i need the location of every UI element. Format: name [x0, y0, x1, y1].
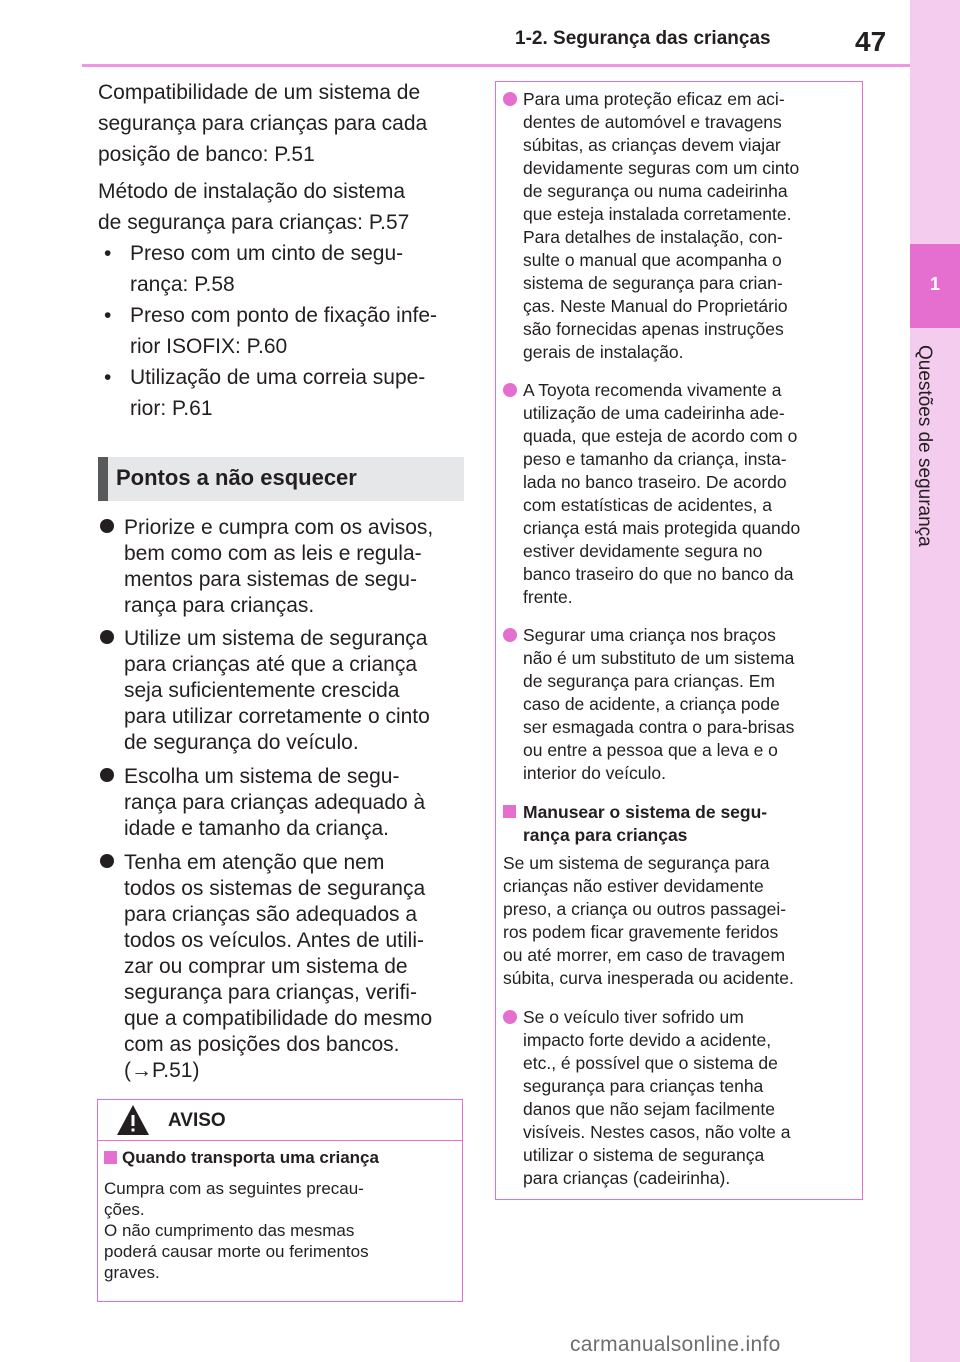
- text-line: ros podem ficar gravemente feridos: [503, 922, 779, 942]
- text-line: segurança para crianças para cada: [98, 112, 428, 135]
- text-line: gerais de instalação.: [523, 342, 684, 362]
- text-line: rança: P.58: [130, 273, 235, 296]
- method-item-seatbelt: [104, 238, 474, 300]
- text-line: ções.: [104, 1200, 145, 1219]
- text-line: posição de banco: P.51: [98, 143, 315, 166]
- running-header-section: 1-2. Segurança das crianças: [515, 28, 771, 49]
- text-line: Segurar uma criança nos braços: [523, 625, 776, 645]
- bullet-dot: [100, 519, 114, 533]
- text-line: Compatibilidade de um sistema de: [98, 81, 421, 104]
- text-line: idade e tamanho da criança.: [124, 817, 390, 840]
- bullet-dot: [100, 768, 114, 782]
- text-line: Priorize e cumpra com os avisos,: [124, 516, 434, 539]
- info-item: [503, 379, 855, 609]
- square-bullet-icon: [503, 805, 516, 818]
- side-tab-bar: [910, 0, 960, 1362]
- text-line: para utilizar corretamente o cinto: [124, 705, 430, 728]
- bullet-dot: •: [104, 304, 112, 327]
- text-line: são fornecidas apenas instruções: [523, 319, 784, 339]
- text-line: de segurança para crianças. Em: [523, 671, 775, 691]
- text-line: banco traseiro do que no banco da: [523, 564, 794, 584]
- text-line: rança para crianças adequado à: [124, 791, 426, 814]
- text-line: rior ISOFIX: P.60: [130, 335, 288, 358]
- text-line: O não cumprimento das mesmas: [104, 1221, 355, 1240]
- text-line: devidamente seguras com um cinto: [523, 158, 800, 178]
- warning-subtitle-text: Quando transporta uma criança: [122, 1148, 379, 1167]
- text-line: todos os sistemas de segurança: [124, 877, 426, 900]
- warning-triangle-icon: [115, 1103, 151, 1137]
- info-item: [503, 88, 855, 364]
- text-line: Utilize um sistema de segurança: [124, 627, 428, 650]
- text-line: Se o veículo tiver sofrido um: [523, 1007, 744, 1027]
- bullet-dot: [503, 1010, 517, 1024]
- bullet-dot: [100, 854, 114, 868]
- text-line: ças. Neste Manual do Proprietário: [523, 296, 788, 316]
- text-line: danos que não sejam facilmente: [523, 1099, 775, 1119]
- text-line: interior do veículo.: [523, 763, 666, 783]
- text-line: Para detalhes de instalação, con-: [523, 227, 783, 247]
- text-line: lada no banco traseiro. De acordo: [523, 472, 787, 492]
- text-line: ser esmagada contra o para-brisas: [523, 717, 795, 737]
- text-line: etc., é possível que o sistema de: [523, 1053, 778, 1073]
- text-line: bem como com as leis e regula-: [124, 542, 422, 565]
- chapter-number: 1: [929, 274, 940, 294]
- installation-method-reference: [98, 176, 468, 238]
- text-line: seja suficientemente crescida: [124, 679, 400, 702]
- square-bullet-icon: [104, 1151, 117, 1164]
- text-line: Utilização de uma correia supe-: [130, 366, 426, 389]
- info-subheading: [503, 801, 855, 847]
- text-line: para crianças (cadeirinha).: [523, 1168, 731, 1188]
- text-line: zar ou comprar um sistema de: [124, 955, 408, 978]
- text-line: todos os veículos. Antes de utili-: [124, 929, 424, 952]
- section-heading: Pontos a não esquecer: [116, 465, 357, 490]
- point-item: [98, 515, 464, 619]
- text-line: sulte o manual que acompanha o: [523, 250, 782, 270]
- text-line: crianças não estiver devidamente: [503, 876, 764, 896]
- text-line: de segurança ou numa cadeirinha: [523, 181, 788, 201]
- text-line: de segurança do veículo.: [124, 731, 359, 754]
- text-line: que esteja instalada corretamente.: [523, 204, 792, 224]
- text-line: rança para crianças: [523, 825, 688, 845]
- text-line: súbitas, as crianças devem viajar: [523, 135, 781, 155]
- bullet-dot: [100, 630, 114, 644]
- section-heading-accent: [98, 457, 108, 501]
- text-line: rior: P.61: [130, 397, 213, 420]
- text-line: segurança para crianças, verifi-: [124, 981, 417, 1004]
- warning-header: [98, 1100, 462, 1141]
- text-line: Escolha um sistema de segu-: [124, 765, 400, 788]
- text-line: Manusear o sistema de segu-: [523, 802, 768, 822]
- info-item: [503, 1006, 855, 1190]
- text-line: ou até morrer, em caso de travagem: [503, 945, 786, 965]
- bullet-dot: •: [104, 242, 112, 265]
- text-line: para crianças até que a criança: [124, 653, 418, 676]
- text-line: para crianças são adequados a: [124, 903, 418, 926]
- text-line: A Toyota recomenda vivamente a: [523, 380, 782, 400]
- watermark: carmanualsonline.info: [570, 1333, 781, 1356]
- text-line: súbita, curva inesperada ou acidente.: [503, 968, 794, 988]
- point-item: [98, 850, 464, 1084]
- text-line: mentos para sistemas de segu-: [124, 568, 417, 591]
- method-item-isofix: [104, 300, 474, 362]
- text-line: peso e tamanho da criança, insta-: [523, 449, 787, 469]
- text-line: Método de instalação do sistema: [98, 180, 406, 203]
- text-line: quada, que esteja de acordo com o: [523, 426, 798, 446]
- text-line: sistema de segurança para crian-: [523, 273, 783, 293]
- header-rule: [82, 64, 910, 67]
- text-line: dentes de automóvel e travagens: [523, 112, 782, 132]
- text-line: criança está mais protegida quando: [523, 518, 801, 538]
- text-line: estiver devidamente segura no: [523, 541, 763, 561]
- text-line: utilizar o sistema de segurança: [523, 1145, 765, 1165]
- text-line: Cumpra com as seguintes precau-: [104, 1179, 364, 1198]
- text-line: com as posições dos bancos.: [124, 1033, 400, 1056]
- text-line: graves.: [104, 1263, 160, 1282]
- bullet-dot: [503, 92, 517, 106]
- text-line: Tenha em atenção que nem: [124, 851, 385, 874]
- bullet-dot: •: [104, 366, 112, 389]
- text-line: Se um sistema de segurança para: [503, 853, 770, 873]
- text-line: Para uma proteção eficaz em aci-: [523, 89, 785, 109]
- text-line: ou entre a pessoa que a leva e o: [523, 740, 778, 760]
- text-line: Preso com um cinto de segu-: [130, 242, 404, 265]
- point-item: [98, 626, 464, 756]
- text-line: poderá causar morte ou ferimentos: [104, 1242, 369, 1261]
- text-line: utilização de uma cadeirinha ade-: [523, 403, 785, 423]
- text-line: visíveis. Nestes casos, não volte a: [523, 1122, 791, 1142]
- text-line: frente.: [523, 587, 573, 607]
- text-line: rança para crianças.: [124, 594, 315, 617]
- bullet-dot: [503, 628, 517, 642]
- method-item-top-tether: [104, 362, 474, 424]
- info-paragraph: [503, 852, 855, 990]
- text-line: preso, a criança ou outros passagei-: [503, 899, 787, 919]
- page-reference-link[interactable]: (→P.51): [124, 1059, 200, 1082]
- point-item: [98, 764, 464, 842]
- text-line: de segurança para crianças: P.57: [98, 211, 410, 234]
- warning-body: [104, 1178, 444, 1283]
- warning-title: AVISO: [168, 1110, 226, 1131]
- text-line: caso de acidente, a criança pode: [523, 694, 780, 714]
- info-item: [503, 624, 855, 785]
- text-line: impacto forte devido a acidente,: [523, 1030, 772, 1050]
- text-line: não é um substituto de um sistema: [523, 648, 795, 668]
- text-line: Preso com ponto de fixação infe-: [130, 304, 438, 327]
- chapter-title: Questões de segurança: [914, 345, 935, 547]
- warning-subtitle: [104, 1148, 379, 1168]
- bullet-dot: [503, 383, 517, 397]
- text-line: segurança para crianças tenha: [523, 1076, 764, 1096]
- text-line: que a compatibilidade do mesmo: [124, 1007, 433, 1030]
- text-line: com estatísticas de acidentes, a: [523, 495, 773, 515]
- compatibility-reference: [98, 77, 468, 170]
- page-number: 47: [855, 26, 887, 57]
